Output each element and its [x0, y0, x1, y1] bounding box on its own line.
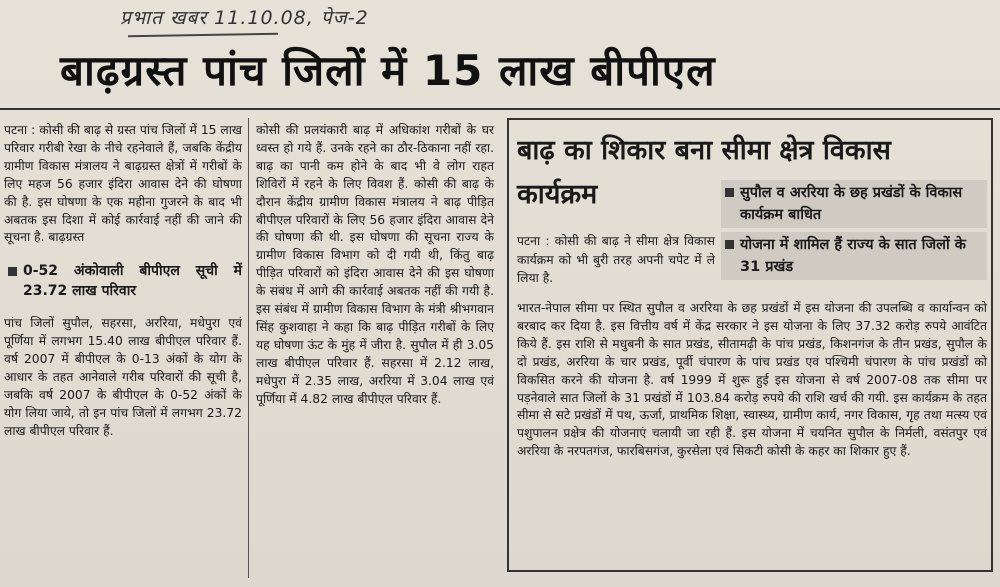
square-bullet-icon — [725, 188, 734, 197]
sidebar-body: भारत-नेपाल सीमा पर स्थित सुपौल व अररिया के छह प्रखंडों में इस योजना की उपलब्धि व कार्यान्वन को बरबाद कर दिया है. इस वित्तीय वर्ष में केंद्र सरकार ने इस योजना के लिए 37.32 करोड़ रुपये आवंटित किये हैं. इस राशि से मधुबनी के सात प्रखंड, सीतामढ़ी के पांच प्रखंड, किशनगंज के तीन प्रखंड, सुपौल के दो प्रखंड, अररिया के चार प्रखंड, पूर्वी चंपारण के पांच प्रखंड एवं पश्चिमी चंपारण के पांच प्रखंडों को विकसित करने की योजना है. वर्ष 1999 में शुरू हुई इस योजना से वर्ष 2007-08 तक सीमा पर पड़नेवाले सात जिलों के 31 प्रखंडों में 103.84 करोड़ रुपये की राशि खर्च की गयी. इस कार्यक्रम के तहत सीमा से सटे प्रखंडों में पथ, ऊर्जा, प्राथमिक शिक्षा, स्वास्थ्य, ग्रामीण कार्य, नगर विकास, गृह तथा मत्स्य एवं पशुपालन प्रक्षेत्र की योजनाएं चलायी जा रही हैं. इस योजना में चयनित सुपौल के निर्मली, वसंतपुर एवं अररिया के नरपतगंज, फारबिसगंज, कुरसेला एवं सिकटी कोसी के कहर का शिकार हुए हैं. — [517, 301, 987, 459]
column1-paragraph-1: पटना : कोसी की बाढ़ से ग्रस्त पांच जिलों में 15 लाख परिवार गरीबी रेखा के नीचे रहनेवाले हैं, जबकि केंद्रीय ग्रामीण विकास मंत्रालय ने बाढ़ग्रस्त क्षेत्रों में गरीबों के लिए महज 56 हजार इंदिरा आवास देने की घोषणा की है. इस घोषणा के एक महीना गुजरने के बाद भी अबतक इस दिशा में कोई कार्रवाई नहीं की जाने की सूचना है. बाढ़ग्रस्त — [4, 123, 242, 245]
handwritten-underline — [128, 33, 278, 38]
handwritten-text: प्रभात खबर 11.10.08, पेज-2 — [120, 7, 369, 29]
sidebar-box — [507, 118, 993, 572]
square-bullet-icon — [8, 267, 17, 276]
sidebar-bullet-1 — [721, 180, 987, 228]
column-divider-1 — [248, 118, 249, 578]
column1-subhead — [4, 261, 242, 301]
square-bullet-icon — [725, 240, 734, 249]
sidebar-bullets — [721, 180, 987, 284]
article-column-2 — [256, 122, 494, 411]
column2-paragraph-1: कोसी की प्रलयंकारी बाढ़ में अधिकांश गरीबों के घर ध्वस्त हो गये हैं. उनके रहने का ठौर-ठिकाना नहीं रहा. बाढ़ का पानी कम होने के बाद भी वे लोग राहत शिविरों में रहने के लिए विवश हैं. कोसी की बाढ़ के दौरान केंद्रीय ग्रामीण विकास मंत्रालय ने बाढ़ पीड़ित बीपीएल परिवारों के लिए 56 हजार इंदिरा आवास देने की घोषणा की थी. इस घोषणा की सूचना राज्य के ग्रामीण विकास विभाग को दी गयी थी, किंतु बाढ़ पीड़ित परिवारों को इंदिरा आवास देने की इस घोषणा के संबंध में आगे की कार्रवाई अबतक नहीं की गयी है. इस संबंध में ग्रामीण विकास विभाग के मंत्री श्रीभगवान सिंह कुशवाहा ने कहा कि बाढ़ पीड़ित गरीबों के लिए यह घोषणा ऊंट के मुंह में जीरा है. सुपौल में ही 3.05 लाख बीपीएल परिवार हैं. सहरसा में 2.12 लाख, मधेपुरा में 2.35 लाख, अररिया में 3.04 लाख एवं पूर्णिया में 4.82 लाख बीपीएल परिवार हैं. — [256, 123, 494, 406]
handwritten-source-note — [120, 4, 520, 36]
column1-subhead-text: 0-52 अंकोवाली बीपीएल सूची में 23.72 लाख परिवार — [23, 263, 242, 300]
headline: बाढ़ग्रस्त पांच जिलों में 15 लाख बीपीएल — [60, 46, 716, 95]
sidebar-title-line2: कार्यक्रम — [517, 179, 598, 210]
sidebar-intro: पटना : कोसी की बाढ़ ने सीमा क्षेत्र विकास कार्यक्रम को भी बुरी तरह अपनी चपेट में ले लिया है. — [517, 234, 715, 285]
headline-rule — [0, 108, 1000, 110]
sidebar-bullet-1-text: सुपौल व अररिया के छह प्रखंडों के विकास कार्यक्रम बाधित — [740, 185, 963, 223]
sidebar-bullet-2 — [721, 232, 987, 280]
sidebar-title: बाढ़ का शिकार बना सीमा क्षेत्र विकास — [517, 135, 891, 166]
article-column-1 — [4, 122, 242, 443]
column1-paragraph-2: पांच जिलों सुपौल, सहरसा, अररिया, मधेपुरा एवं पूर्णिया में लगभग 15.40 लाख बीपीएल परिवार हैं. वर्ष 2007 में बीपीएल के 0-13 अंकों के योग के आधार के तहत आनेवाले गरीब परिवारों की सूची है, जबकि वर्ष 2007 के बीपीएल के 0-52 अंकों के योग लिया जाये, तो इन पांच जिलों में लगभग 23.72 लाख बीपीएल परिवार हैं. — [4, 316, 242, 438]
sidebar-bullet-2-text: योजना में शामिल हैं राज्य के सात जिलों के 31 प्रखंड — [740, 237, 966, 275]
